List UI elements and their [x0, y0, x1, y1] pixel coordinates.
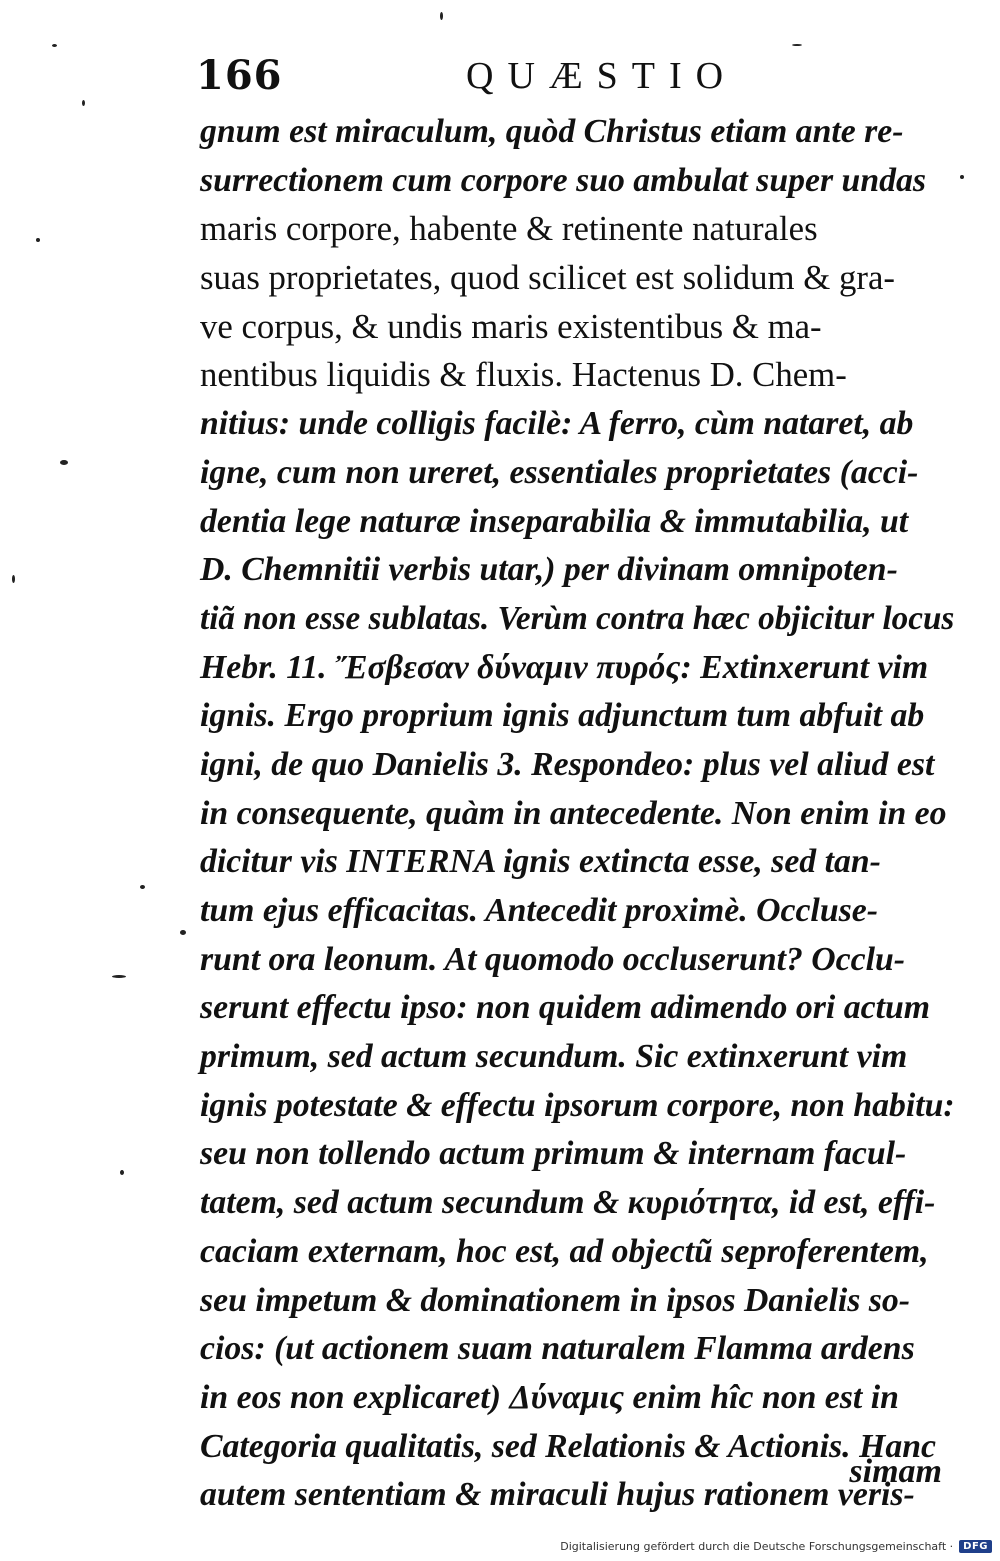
- text-line: igne, cum non ureret, essentiales proprietates (acci-: [200, 453, 919, 491]
- scan-speck: [120, 1170, 124, 1175]
- text-line: ignis potestate & effectu ipsorum corpore, non habitu:: [200, 1086, 955, 1124]
- running-title: QUÆSTIO: [466, 55, 738, 97]
- text-line: autem sententiam & miraculi hujus rationem veris-: [200, 1476, 915, 1514]
- text-line: ve corpus, & undis maris existentibus & ma-: [200, 306, 822, 346]
- text-line: primum, sed actum secundum. Sic extinxerunt vim: [200, 1038, 908, 1076]
- page-number: 166: [196, 52, 283, 99]
- text-line: nentibus liquidis & fluxis. Hactenus D. Chem-: [200, 355, 847, 395]
- scan-speck: [440, 12, 443, 20]
- text-line: gnum est miraculum, quòd Christus etiam ante re-: [200, 113, 904, 150]
- text-line: in eos non explicaret) Δύναμις enim hîc non est in: [200, 1378, 899, 1416]
- scan-speck: [140, 885, 145, 889]
- scan-speck: [52, 44, 57, 47]
- scan-speck: [82, 100, 85, 106]
- text-line: caciam externam, hoc est, ad objectũ seproferentem,: [200, 1232, 929, 1270]
- text-line: Categoria qualitatis, sed Relationis & Actionis. Hanc: [200, 1427, 936, 1465]
- scan-speck: [112, 975, 126, 978]
- text-line: surrectionem cum corpore suo ambulat super undas: [200, 161, 927, 199]
- text-line: tiã non esse sublatas. Verùm contra hæc objicitur locus: [200, 599, 955, 637]
- running-head: [196, 52, 796, 102]
- text-line: tatem, sed actum secundum & κυριότητα, id est, effi-: [200, 1184, 936, 1222]
- text-line: dentia lege naturæ inseparabilia & immutabilia, ut: [200, 502, 909, 540]
- text-line: cios: (ut actionem suam naturalem Flamma ardens: [200, 1330, 915, 1368]
- scan-speck: [12, 575, 15, 583]
- scan-speck: [960, 175, 964, 179]
- text-line: in consequente, quàm in antecedente. Non enim in eo: [200, 794, 947, 832]
- scan-speck: [36, 238, 40, 242]
- text-line: suas proprietates, quod scilicet est solidum & gra-: [200, 258, 895, 298]
- text-line: seu impetum & dominationem in ipsos Danielis so-: [200, 1281, 911, 1319]
- catchword: simam: [849, 1453, 942, 1490]
- digitization-footer: [560, 1537, 992, 1555]
- text-line: dicitur vis INTERNA ignis extincta esse, sed tan-: [200, 843, 881, 881]
- text-line: ignis. Ergo proprium ignis adjunctum tum abfuit ab: [200, 697, 925, 735]
- text-line: seu non tollendo actum primum & internam facul-: [200, 1135, 907, 1173]
- text-line: D. Chemnitii verbis utar,) per divinam omnipoten-: [200, 551, 898, 589]
- text-line: runt ora leonum. At quomodo occluserunt? Occlu-: [200, 940, 906, 978]
- footer-text: Digitalisierung gefördert durch die Deutsche Forschungsgemeinschaft ·: [560, 1539, 954, 1553]
- body-text: [200, 108, 960, 1520]
- scan-speck: [792, 44, 802, 46]
- text-line: serunt effectu ipso: non quidem adimendo ori actum: [200, 989, 931, 1027]
- text-line: igni, de quo Danielis 3. Respondeo: plus vel aliud est: [200, 745, 935, 783]
- scan-speck: [180, 930, 186, 935]
- text-line: maris corpore, habente & retinente naturales: [200, 209, 818, 249]
- dfg-logo-icon: DFG: [959, 1540, 992, 1553]
- text-line: Hebr. 11. Ἔσβεσαν δύναμιν πυρός: Extinxerunt vim: [200, 648, 929, 686]
- scan-speck: [60, 460, 68, 465]
- text-line: tum ejus efficacitas. Antecedit proximè. Occluse-: [200, 892, 878, 929]
- text-line: nitius: unde colligis facilè: A ferro, cùm nataret, ab: [200, 405, 914, 443]
